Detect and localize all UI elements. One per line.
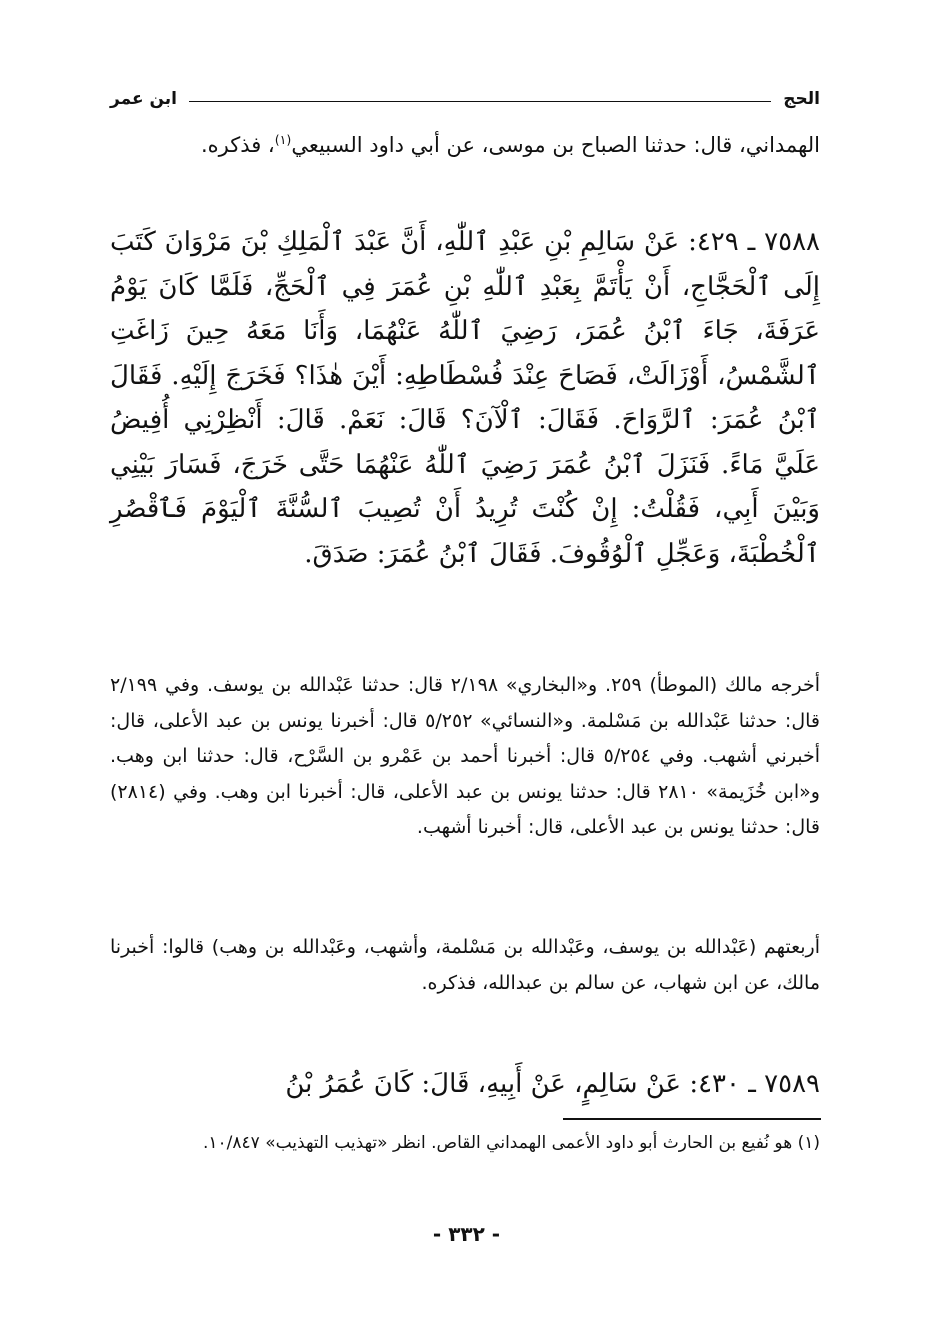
- footnote-marker: (١): [274, 132, 292, 147]
- page-number: - ٣٣٢ -: [432, 1222, 501, 1246]
- narrator-title: ابن عمر: [110, 89, 178, 109]
- intro-text: الهمداني، قال: حدثنا الصباح بن موسى، عن أبي داود السبيعي: [291, 133, 820, 157]
- intro-text-end: ، فذكره.: [200, 133, 275, 157]
- footnote: (١) هو نُفيع بن الحارث أبو داود الأعمى الهمداني القاص. انظر «تهذيب التهذيب» ١٠/٨٤٧.: [203, 1133, 820, 1153]
- intro-paragraph: [110, 125, 820, 165]
- header-rule: [189, 101, 771, 102]
- takhrij-summary-paragraph: أربعتهم (عَبْدالله بن يوسف، وعَبْدالله بن مَسْلمة، وأشهب، وعَبْدالله بن وهب) قالوا: أخبرنا مالك، عن ابن شهاب، عن سالم بن عبدالله، فذكره.: [110, 936, 820, 994]
- chapter-title: الحج: [783, 89, 820, 109]
- takhrij-paragraph: أخرجه مالك (الموطأ) ٢٥٩. و«البخاري» ٢/١٩٨ قال: حدثنا عَبْدالله بن يوسف. وفي ٢/١٩٩ قال: حدثنا عَبْدالله بن مَسْلمة. و«النسائي» ٥/٢٥٢ قال: أخبرنا يونس بن عبد الأعلى، قال: أخبرني أشهب. وفي ٥/٢٥٤ قال: أخبرنا أحمد بن عَمْرو بن السَّرْح، قال: حدثنا ابن وهب. و«ابن خُزَيمة» ٢٨١٠ قال: حدثنا يونس بن عبد الأعلى، قال: أخبرنا ابن وهب. وفي (٢٨١٤) قال: حدثنا يونس بن عبد الأعلى، قال: أخبرنا أشهب.: [110, 674, 820, 838]
- footnote-separator: [563, 1118, 821, 1120]
- hadith-7588: ٧٥٨٨ ـ ٤٢٩: عَنْ سَالِمِ بْنِ عَبْدِ ٱللّٰهِ، أَنَّ عَبْدَ ٱلْمَلِكِ بْنَ مَرْوَانَ كَتَبَ إِلَى ٱلْحَجَّاجِ، أَنْ يَأْتَمَّ بِعَبْدِ ٱللّٰهِ بْنِ عُمَرَ فِي ٱلْحَجِّ، فَلَمَّا كَانَ يَوْمُ عَرَفَةَ، جَاءَ ٱبْنُ عُمَرَ، رَضِيَ ٱللّٰهُ عَنْهُمَا، وَأَنَا مَعَهُ حِينَ زَاغَتِ ٱلشَّمْسُ، أَوْزَالَتْ، فَصَاحَ عِنْدَ فُسْطَاطِهِ: أَيْنَ هٰذَا؟ فَخَرَجَ إِلَيْهِ. فَقَالَ ٱبْنُ عُمَرَ: ٱلرَّوَاحَ. فَقَالَ: ٱلْآنَ؟ قَالَ: نَعَمْ. قَالَ: أَنْظِرْنِي أُفِيضُ عَلَيَّ مَاءً. فَنَزَلَ ٱبْنُ عُمَرَ رَضِيَ ٱللّٰهُ عَنْهُمَا حَتَّى خَرَجَ، فَسَارَ بَيْنِي وَبَيْنَ أَبِي، فَقُلْتُ: إِنْ كُنْتَ تُرِيدُ أَنْ تُصِيبَ ٱلسُّنَّةَ ٱلْيَوْمَ فَٱقْصُرِ ٱلْخُطْبَةَ، وَعَجِّلِ ٱلْوُقُوفَ. فَقَالَ ٱبْنُ عُمَرَ: صَدَقَ.: [110, 227, 821, 569]
- running-header: [110, 84, 820, 114]
- hadith-7589: ٧٥٨٩ ـ ٤٣٠: عَنْ سَالِمٍ، عَنْ أَبِيهِ، قَالَ: كَانَ عُمَرُ بْنُ: [285, 1069, 820, 1099]
